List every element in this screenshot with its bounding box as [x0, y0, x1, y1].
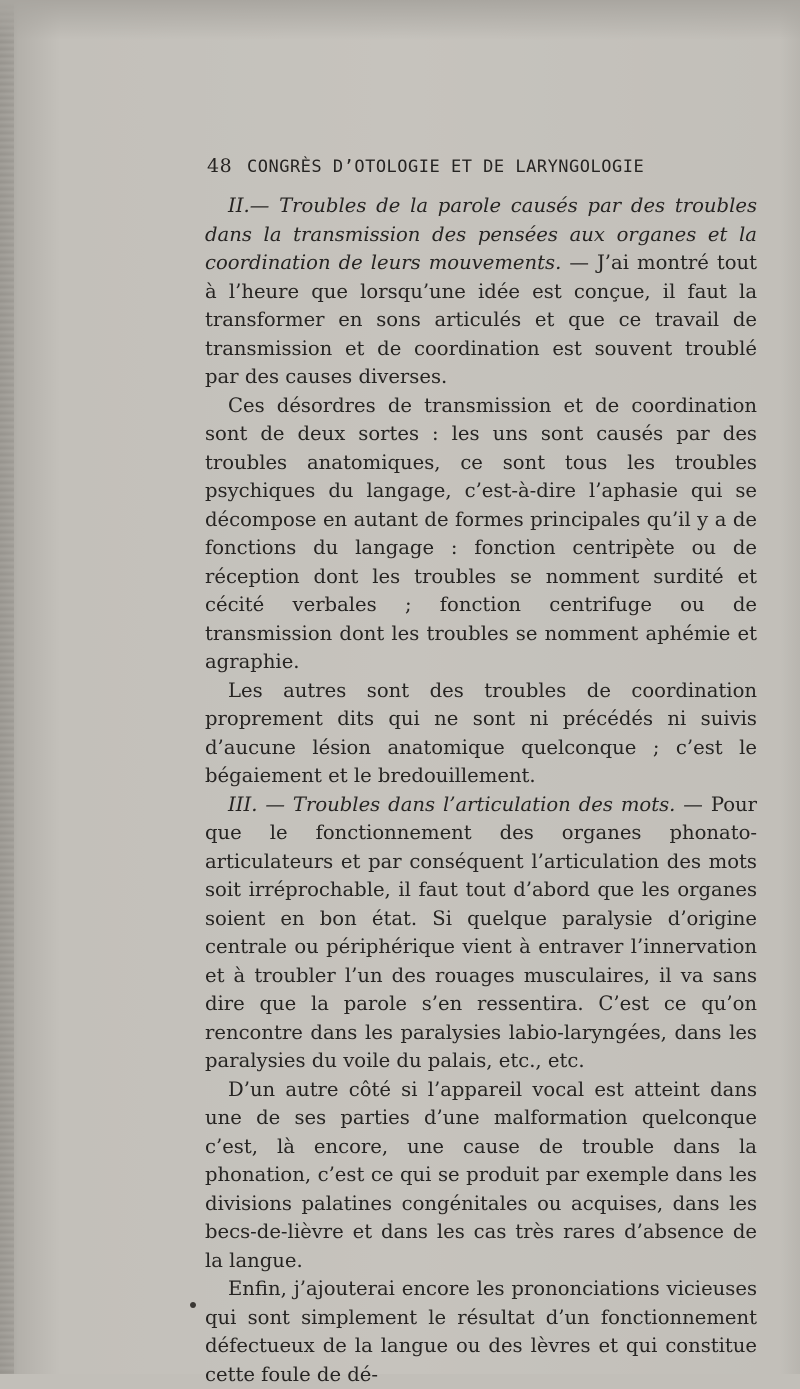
paragraph [205, 677, 757, 791]
paragraph [205, 392, 757, 677]
page-gutter-edge [0, 0, 14, 1374]
page-top-shadow [0, 0, 800, 40]
page-number: 48 [207, 155, 233, 177]
section-heading: II.— Troubles de la parole causés par des troubles dans la transmission des pensées aux organes et la coordination de leurs mouvements. [205, 194, 757, 274]
paragraph-text: Les autres sont des troubles de coordination proprement dits qui ne sont ni précédés ni suivis d’aucune lésion anatomique quelconque ; c’est le bégaiement et le bredouillement. [205, 678, 757, 787]
body-text [205, 192, 757, 1389]
paragraph [205, 791, 757, 1076]
section-heading: III. — Troubles dans l’articulation des mots. [228, 792, 676, 816]
paragraph-text: — J’ai montré tout à l’heure que lorsqu’une idée est conçue, il faut la transformer en sons articulés et que ce travail de transmission et de coordination est souvent troublé par des causes diverses. [205, 251, 757, 388]
ink-speck [190, 1302, 196, 1308]
paragraph [205, 1076, 757, 1276]
paragraph-text: Enfin, j’ajouterai encore les prononciations vicieuses qui sont simplement le résultat d’un fonctionnement défectueux de la langue ou des lèvres et qui constitue cette foule de dé- [205, 1277, 757, 1386]
paragraph [205, 192, 757, 392]
paragraph-text: D’un autre côté si l’appareil vocal est atteint dans une de ses parties d’une malformation quelconque c’est, là encore, une cause de trouble dans la phonation, c’est ce qui se produit par exemple dans les divisions palatines congénitales ou acquises, dans les becs-de-lièvre et dans les cas très rares d’absence de la langue. [205, 1077, 757, 1272]
paragraph-text: Ces désordres de transmission et de coordination sont de deux sortes : les uns sont causés par des troubles anatomiques, ce sont tous les troubles psychiques du langage, c’est-à-dire l’aphasie qui se décompose en autant de formes principales qu’il y a de fonctions du langage : fonction centripète ou de réception dont les troubles se nomment surdité et cécité verbales ; fonction centrifuge ou de transmission dont les troubles se nomment aphémie et agraphie. [205, 393, 757, 673]
paragraph [205, 1275, 757, 1389]
paragraph-text: — Pour que le fonctionnement des organes phonato-articulateurs et par conséquent l’articulation des mots soit irréprochable, il faut tout d’abord que les organes soient en bon état. Si quelque paralysie d’origine centrale ou périphérique vient à entraver l’innervation et à troubler l’un des rouages musculaires, il va sans dire que la parole s’en ressentira. C’est ce qu’on rencontre dans les paralysies labio-laryngées, dans les paralysies du voile du palais, etc., etc. [205, 792, 757, 1072]
running-title: CONGRÈS D’OTOLOGIE ET DE LARYNGOLOGIE [247, 157, 645, 177]
